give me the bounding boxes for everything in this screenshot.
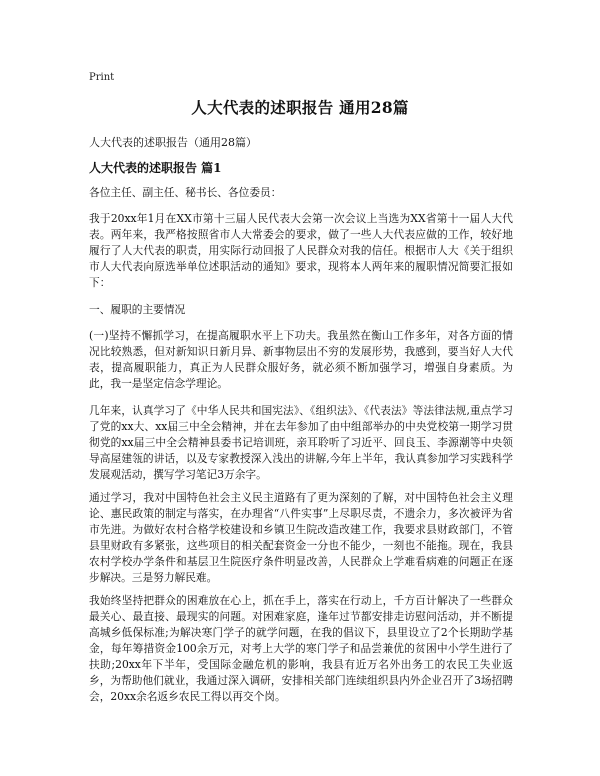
body-paragraph-theory: 几年来，认真学习了《中华人民共和国宪法》、《组织法》、《代表法》等法律法规,重点学习了党的xx大、xx届三中全会精神，并在去年参加了由中组部举办的中央党校第一期学习贯彻党的xx届三中全会精神县委书记培训班，亲耳聆听了习近平、回良玉、李源潮等中央领导高屋建瓴的讲话，以及专家教授深入浅出的讲解,今年上半年，我认真参加学习实践科学发展观活动，撰写学习笔记3万余字。 [89,404,513,481]
print-label: Print [89,72,115,83]
intro-paragraph: 我于20xx年1月在XX市第十三届人民代表大会第一次会议上当选为XX省第十一届人大代表。两年来，我严格按照省市人大常委会的要求，做了一些人大代表应做的工作，较好地履行了人大代表的职责，用实际行动回报了人民群众对我的信任。根据市人大《关于组织市人大代表向原选举单位述职活动的通知》要求，现将本人两年来的履职情况简要汇报如下： [89,212,513,289]
page-title: 人大代表的述职报告 通用28篇 [191,98,409,117]
section-heading: 人大代表的述职报告 篇1 [89,161,222,175]
salutation-paragraph: 各位主任、副主任、秘书长、各位委员： [89,186,282,199]
document-subtitle: 人大代表的述职报告（通用28篇） [89,136,257,149]
body-paragraph-policy: 通过学习，我对中国特色社会主义民主道路有了更为深刻的了解，对中国特色社会主义理论、惠民政策的制定与落实，在办理省“八件实事”上尽职尽责，不遗余力，多次被评为省市先进。为做好农村合格学校建设和乡镇卫生院改造改建工作，我要求县财政部门，不管县里财政有多紧张，这些项目的相关配套资金一分也不能少，一刻也不能拖。现在，我县农村学校办学条件和基层卫生院医疗条件明显改善，人民群众上学难看病难的问题正在逐步解决。三是努力解民难。 [89,491,513,584]
body-paragraph-study: (一)坚持不懈抓学习，在提高履职水平上下功夫。我虽然在衡山工作多年，对各方面的情况比较熟悉，但对新知识日新月异、新事物层出不穷的发展形势，我感到，要当好人大代表，提高履职能力，真正为人民群众服好务，就必须不断加强学习，增强自身素质。为此，我一是坚定信念学理论。 [89,329,513,390]
subheading-paragraph: 一、履职的主要情况 [89,303,186,316]
body-paragraph-people: 我始终坚持把群众的困难放在心上，抓在手上，落实在行动上，千方百计解决了一些群众最关心、最直接、最现实的问题。对困难家庭，逢年过节都安排走访慰问活动，并不断提高城乡低保标准;为解决寒门学子的就学问题，在我的倡议下，县里设立了2个长期助学基金，每年筹措资金100余万元，对考上大学的寒门学子和品尝兼优的贫困中小学生进行了扶助;20xx年下半年，受国际金融危机的影响，我县有近万名外出务工的农民工失业返乡，为帮助他们就业，我通过深入调研，安排相关部门连续组织县内外企业召开了3场招聘会，20xx余名返乡农民工得以再交个岗。 [89,594,513,703]
